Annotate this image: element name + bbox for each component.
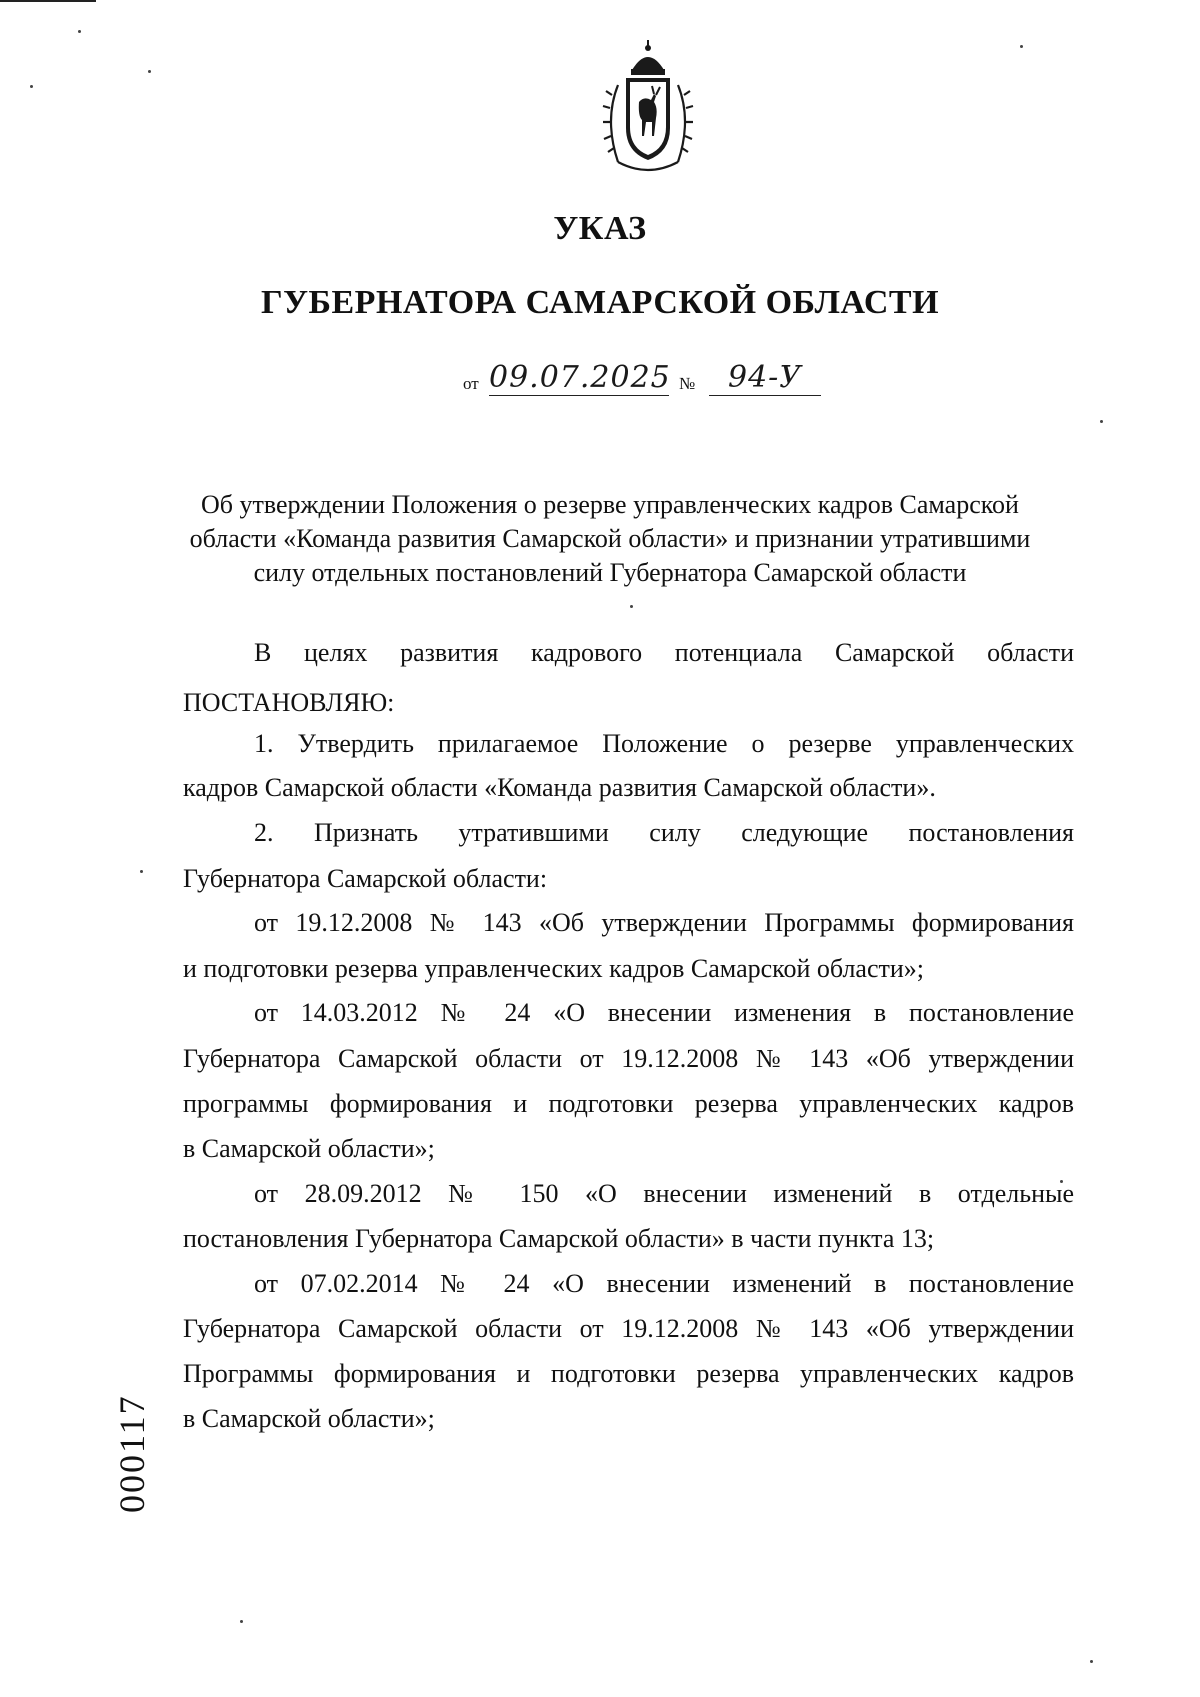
body-line: Губернатора Самарской области от 19.12.2008 № 143 «Об утверждении <box>183 1044 1074 1073</box>
body-line: 1. Утвердить прилагаемое Положение о резерве управленческих <box>254 729 1074 758</box>
date-prefix: от <box>463 374 479 393</box>
subject-line: Об утверждении Положения о резерве управленческих кадров Самарской <box>201 490 1019 519</box>
body-line: Программы формирования и подготовки резерва управленческих кадров <box>183 1359 1074 1388</box>
body-line: от 14.03.2012 № 24 «О внесении изменения в постановление <box>254 998 1074 1027</box>
body-line: от 07.02.2014 № 24 «О внесении изменений в постановление <box>254 1269 1074 1298</box>
number-prefix: № <box>679 374 696 393</box>
body-line: и подготовки резерва управленческих кадров Самарской области»; <box>183 954 925 983</box>
subject-line: силу отдельных постановлений Губернатора Самарской области <box>253 558 967 587</box>
side-registration-code: 000117 <box>112 1394 152 1513</box>
body-line: В целях развития кадрового потенциала Самарской области <box>254 638 1074 667</box>
body-line: кадров Самарской области «Команда развития Самарской области». <box>183 773 936 802</box>
scan-speck <box>240 1620 243 1623</box>
body-line: 2. Признать утратившими силу следующие постановления <box>254 818 1074 847</box>
body-line: в Самарской области»; <box>183 1404 435 1433</box>
body-line: постановления Губернатора Самарской области» в части пункта 13; <box>183 1224 935 1253</box>
scan-edge-line <box>0 0 96 2</box>
scan-speck <box>1090 1660 1093 1663</box>
body-line: от 19.12.2008 № 143 «Об утверждении Программы формирования <box>254 908 1074 937</box>
handwritten-date: 09.07.2025 <box>489 360 671 395</box>
scan-speck <box>630 605 633 608</box>
body-line: от 28.09.2012 № 150 «О внесении изменений в отдельные <box>254 1179 1074 1208</box>
coat-of-arms-emblem <box>598 40 698 180</box>
body-line: ПОСТАНОВЛЯЮ: <box>183 688 395 717</box>
body-line: Губернатора Самарской области от 19.12.2008 № 143 «Об утверждении <box>183 1314 1074 1343</box>
scan-speck <box>78 30 81 33</box>
document-issuer: ГУБЕРНАТОРА САМАРСКОЙ ОБЛАСТИ <box>260 284 940 321</box>
document-subject <box>180 488 1040 590</box>
handwritten-number: 94-У <box>709 361 821 396</box>
body-line: Губернатора Самарской области: <box>183 864 548 893</box>
body-line: в Самарской области»; <box>183 1134 435 1163</box>
scan-speck <box>148 70 151 73</box>
date-number-line <box>463 360 863 400</box>
scan-speck <box>1020 45 1023 48</box>
scan-speck <box>140 870 143 873</box>
subject-line: области «Команда развития Самарской области» и признании утратившими <box>189 524 1031 553</box>
body-line: программы формирования и подготовки резерва управленческих кадров <box>183 1089 1074 1118</box>
document-title: УКАЗ <box>553 210 647 247</box>
scan-speck <box>1100 420 1103 423</box>
scan-speck <box>30 85 33 88</box>
